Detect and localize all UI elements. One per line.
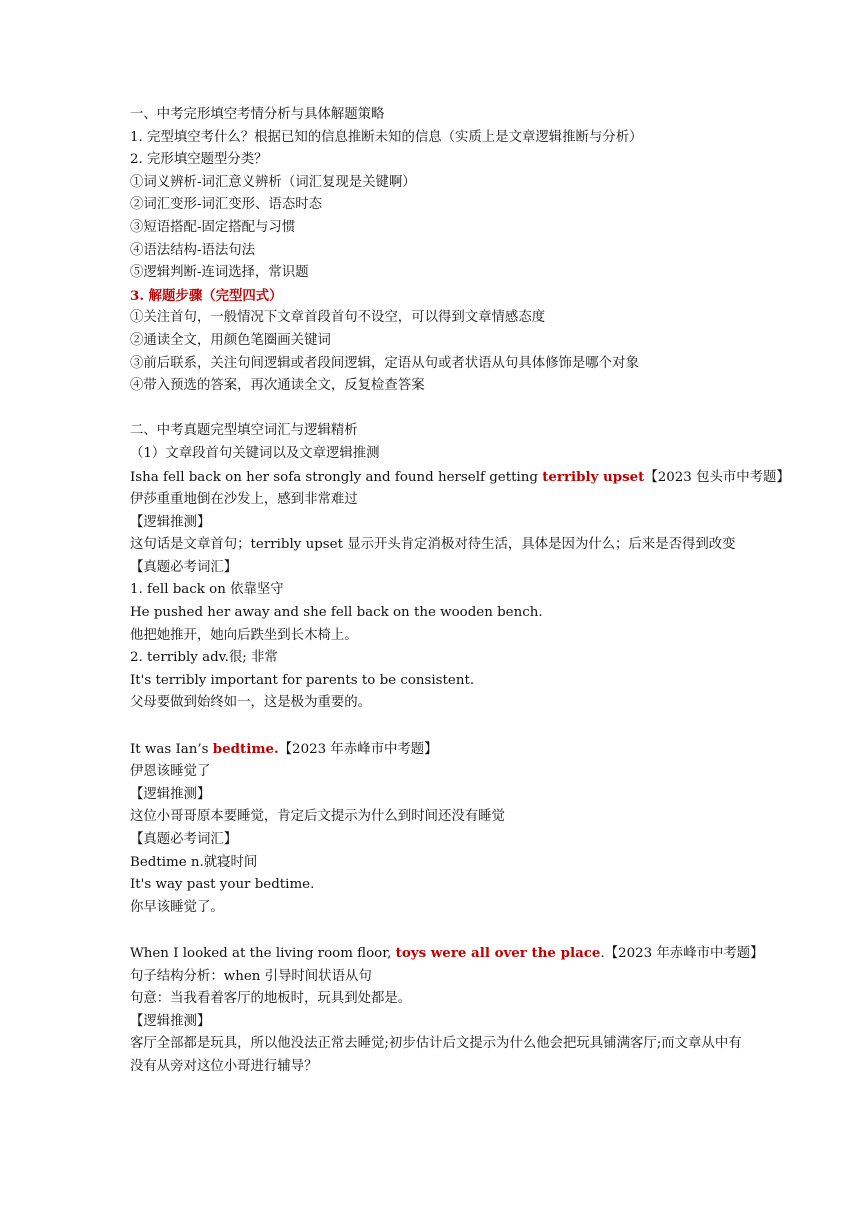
vocab-term: 2. terribly adv.很; 非常 <box>130 650 278 666</box>
logic-label: 【逻辑推测】 <box>130 1013 211 1029</box>
logic-label: 【逻辑推测】 <box>130 514 211 530</box>
type-item: ⑤逻辑判断-连词选择，常识题 <box>130 265 309 281</box>
question-2: 2. 完形填空题型分类？ <box>130 152 268 168</box>
logic-label: 【逻辑推测】 <box>130 786 211 802</box>
example2-sentence-text: It was Ian’s <box>130 741 213 757</box>
vocab-example-en: It's way past your bedtime. <box>130 877 315 893</box>
vocab-example-cn: 他把她推开，她向后跌坐到长木椅上。 <box>130 627 358 643</box>
spacer <box>130 919 742 942</box>
example3-highlight: toys were all over the place <box>395 944 601 961</box>
example1-highlight: terribly upset <box>542 468 645 485</box>
example3-meaning: 句意：当我看着客厅的地板时，玩具到处都是。 <box>130 991 412 1007</box>
vocab-example-cn: 你早该睡觉了。 <box>130 899 224 915</box>
example2-highlight: bedtime. <box>212 740 279 757</box>
vocab-term: 1. fell back on 依靠坚守 <box>130 582 284 598</box>
subsection-1-title: （1）文章段首句关键词以及文章逻辑推测 <box>130 445 380 461</box>
vocab-example-en: He pushed her away and she fell back on the wooden bench. <box>130 605 543 621</box>
vocab-label: 【真题必考词汇】 <box>130 832 238 847</box>
example2-sentence <box>130 738 742 762</box>
example1-sentence <box>130 466 790 490</box>
spacer <box>130 715 742 738</box>
type-item: ①词义辨析-词汇意义辨析（词汇复现是关键啊） <box>130 174 416 190</box>
type-item: ③短语搭配-固定搭配与习惯 <box>130 219 296 235</box>
step-item: ①关注首句，一般情况下文章首段首句不设空，可以得到文章情感态度 <box>130 310 546 326</box>
example2-logic: 这位小哥哥原本要睡觉，肯定后文提示为什么到时间还没有睡觉 <box>130 809 505 825</box>
vocab-example-cn: 父母要做到始终如一，这是极为重要的。 <box>130 695 372 711</box>
example3-source: 【2023 年赤峰市中考题】 <box>604 945 764 961</box>
spacer <box>130 398 742 421</box>
example3-logic: 客厅全部都是玩具，所以他没法正常去睡觉;初步估计后文提示为什么他会把玩具铺满客厅;而文章从中有没有从旁对这位小哥进行辅导？ <box>130 1036 742 1074</box>
example3-sentence-text: When I looked at the living room floor, <box>130 945 396 961</box>
vocab-example-en: It's terribly important for parents to be consistent. <box>130 672 475 688</box>
type-item: ②词汇变形-词汇变形、语态时态 <box>130 197 322 213</box>
example3-sentence <box>130 942 764 966</box>
type-item: ④语法结构-语法句法 <box>130 242 256 258</box>
step-item: ②通读全文，用颜色笔圈画关键词 <box>130 332 331 348</box>
example1-source: 【2023 包头市中考题】 <box>644 469 790 485</box>
step-item: ④带入预选的答案，再次通读全文，反复检查答案 <box>130 378 425 394</box>
example1-logic: 这句话是文章首句；terribly upset 显示开头肯定消极对待生活，具体是因为什么；后来是否得到改变 <box>130 537 736 553</box>
example3-structure: 句子结构分析：when 引导时间状语从句 <box>130 968 372 984</box>
vocab-label: 【真题必考词汇】 <box>130 559 238 575</box>
example2-source: 【2023 年赤峰市中考题】 <box>278 741 438 757</box>
example2-translation: 伊恩该睡觉了 <box>130 764 211 780</box>
document-page <box>130 104 790 1079</box>
step-item: ③前后联系，关注句间逻辑或者段间逻辑，定语从句或者状语从句具体修饰是哪个对象 <box>130 355 639 371</box>
question-1: 1. 完型填空考什么？根据已知的信息推断未知的信息（实质上是文章逻辑推断与分析） <box>130 129 643 145</box>
vocab-term: Bedtime n.就寝时间 <box>130 854 258 870</box>
section1-title: 一、中考完形填空考情分析与具体解题策略 <box>130 107 385 122</box>
example1-translation: 伊莎重重地倒在沙发上，感到非常难过 <box>130 492 358 508</box>
example3-sentence-end: . <box>600 945 605 961</box>
example1-sentence-text: Isha fell back on her sofa strongly and found herself getting <box>130 469 543 485</box>
steps-title: 3. 解题步骤（完型四式） <box>130 287 283 304</box>
section2-title: 二、中考真题完型填空词汇与逻辑精析 <box>130 423 358 439</box>
